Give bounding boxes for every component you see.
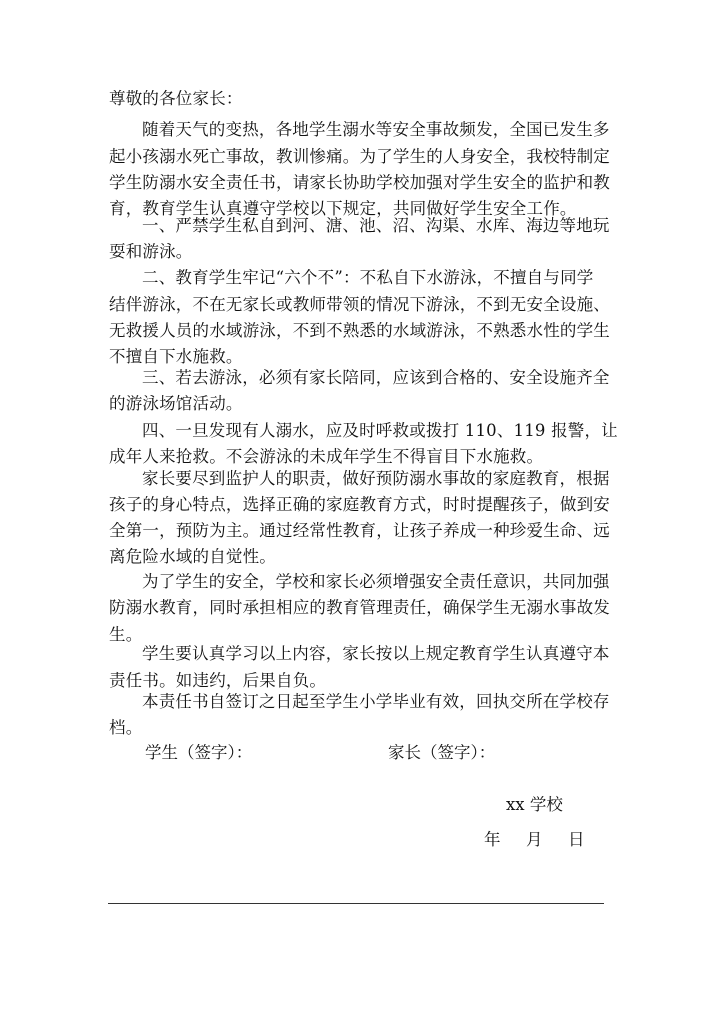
footer-divider [108,903,604,904]
paragraph-line: 四、一旦发现有人溺水，应及时呼救或拨打 110、119 报警，让 [142,421,618,440]
student-signature-label: 学生（签字）： [145,743,253,762]
school-name: xx 学校 [506,795,563,814]
paragraph-line: 的游泳场馆活动。 [109,394,243,413]
paragraph-line: 离危险水域的自觉性。 [109,547,276,566]
paragraph-line: 不擅自下水施救。 [109,347,243,366]
date-day: 日 [568,830,585,849]
date-year: 年 [484,830,501,849]
paragraph-line: 耍和游泳。 [109,242,193,261]
paragraph-line: 随着天气的变热，各地学生溺水等安全事故频发，全国已发生多 [142,120,610,139]
paragraph-line: 学生防溺水安全责任书，请家长协助学校加强对学生安全的监护和教 [109,173,610,192]
paragraph-line: 成年人来抢救。不会游泳的未成年学生不得盲目下水施救。 [109,447,544,466]
paragraph-line: 档。 [109,718,143,737]
paragraph-line: 防溺水教育，同时承担相应的教育管理责任，确保学生无溺水事故发 [109,598,610,617]
parent-signature-label: 家长（签字）： [388,743,496,762]
paragraph-line: 本责任书自签订之日起至学生小学毕业有效，回执交所在学校存 [142,692,610,711]
paragraph-line: 为了学生的安全，学校和家长必须增强安全责任意识，共同加强 [142,572,610,591]
paragraph-line: 三、若去游泳，必须有家长陪同，应该到合格的、安全设施齐全 [142,368,610,387]
salutation: 尊敬的各位家长： [109,89,243,108]
paragraph-line: 结伴游泳，不在无家长或教师带领的情况下游泳，不到无安全设施、 [109,295,610,314]
paragraph-line: 孩子的身心特点，选择正确的家庭教育方式，时时提醒孩子，做到安 [109,495,610,514]
date-month: 月 [526,830,543,849]
paragraph-line: 无救援人员的水域游泳，不到不熟悉的水域游泳，不熟悉水性的学生 [109,321,610,340]
paragraph-line: 一、严禁学生私自到河、溏、池、沼、沟渠、水库、海边等地玩 [142,216,610,235]
paragraph-line: 起小孩溺水死亡事故，教训惨痛。为了学生的人身安全，我校特制定 [109,147,610,166]
paragraph-line: 全第一，预防为主。通过经常性教育，让孩子养成一种珍爱生命、远 [109,521,610,540]
paragraph-line: 生。 [109,625,143,644]
paragraph-line: 学生要认真学习以上内容，家长按以上规定教育学生认真遵守本 [142,644,610,663]
paragraph-line: 二、教育学生牢记“六个不”：不私自下水游泳，不擅自与同学 [142,268,594,287]
paragraph-line: 家长要尽到监护人的职责，做好预防溺水事故的家庭教育，根据 [142,469,610,488]
paragraph-line: 育，教育学生认真遵守学校以下规定，共同做好学生安全工作。 [109,199,577,218]
paragraph-line: 责任书。如违约，后果自负。 [109,671,327,690]
